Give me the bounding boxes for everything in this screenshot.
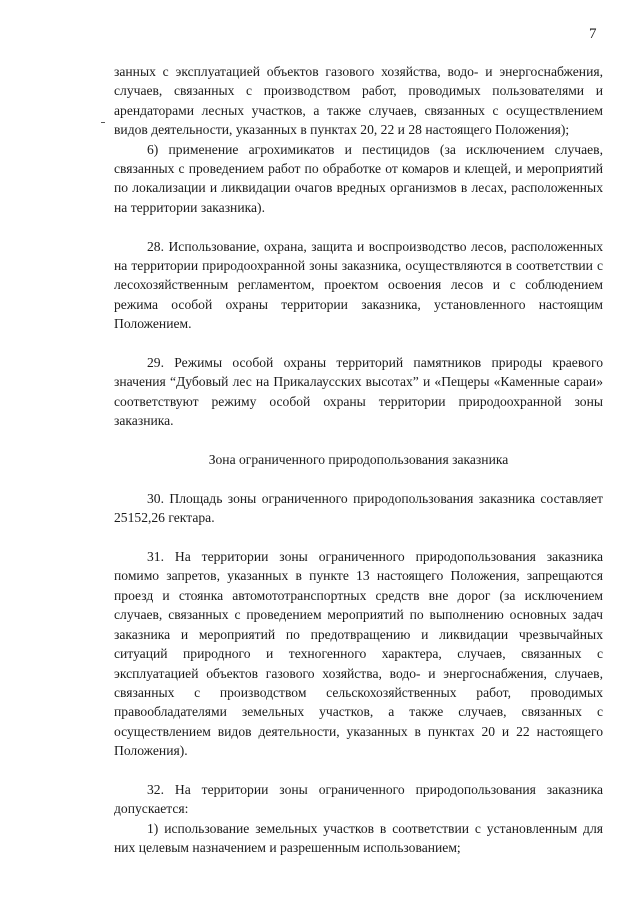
paragraph-28: 28. Использование, охрана, защита и воспроизводство лесов, расположенных на территории природоохранной зоны заказника, осуществляются в соответствии с лесохозяйственным регламентом, проектом освоения лесов и с соблюдением режима особой охраны территории заказника, установленного настоящим Положением. <box>114 238 603 332</box>
page-number: 7 <box>589 26 597 42</box>
paragraph-30: 30. Площадь зоны ограниченного природопользования заказника составляет 25152,26 гектара. <box>114 490 603 526</box>
section-heading: Зона ограниченного природопользования заказника <box>208 452 509 468</box>
paragraph-31: 31. На территории зоны ограниченного природопользования заказника помимо запретов, указанных в пункте 13 настоящего Положения, запрещаются проезд и стоянка автомототранспортных средств вне дорог (за исключением случаев, связанных с проведением мероприятий по выполнению основных задач заказника и мероприятий по предотвращению и ликвидации чрезвычайных ситуаций природного и техногенного характера, случаев, связанных с эксплуатацией объектов газового хозяйства, водо- и энергоснабжения, случаев, связанных с производством сельскохозяйственных работ, проводимых правообладателями земельных участков, а также случаев, связанных с осуществлением видов деятельности, указанных в пунктах 20 и 22 настоящего Положения). <box>114 549 603 759</box>
paragraph-item-1: 1) использование земельных участков в соответствии с установленным для них целевым назначением и разрешенным использованием; <box>114 820 603 856</box>
paragraph-item-6: 6) применение агрохимикатов и пестицидов (за исключением случаев, связанных с проведением работ по обработке от комаров и клещей, и мероприятий по локализации и ликвидации очагов вредных организмов в лесах, расположенных на территории заказника). <box>114 141 603 215</box>
paragraph-continuation: занных с эксплуатацией объектов газового хозяйства, водо- и энергоснабжения, случаев, связанных с производством работ, проводимых пользователями и арендаторами лесных участков, а также случаев, связанных с осуществлением видов деятельности, указанных в пунктах 20, 22 и 28 настоящего Положения); <box>114 64 603 138</box>
paragraph-29: 29. Режимы особой охраны территорий памятников природы краевого значения “Дубовый лес на Прикалаусских высотах” и «Пещеры «Каменные сараи» соответствуют режиму особой охраны территории природоохранной зоны заказника. <box>114 355 603 429</box>
margin-mark <box>101 122 105 123</box>
document-body <box>114 62 603 858</box>
paragraph-32: 32. На территории зоны ограниченного природопользования заказника допускается: <box>114 781 603 817</box>
